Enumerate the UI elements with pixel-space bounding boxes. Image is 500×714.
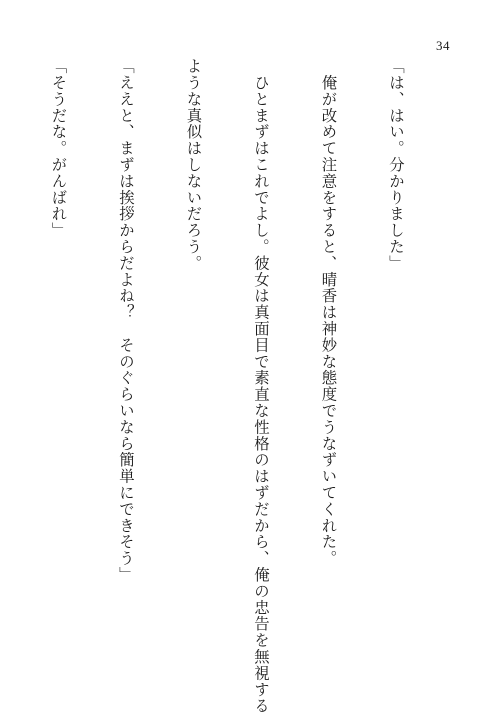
text-line: 「は、はい。分かりました」 [387,58,405,272]
text-line: ような真似はしないだろう。 [184,58,203,272]
text-line: 「ええと、まずは挨拶からだよね？ そのぐらいなら簡単にできそう」 [117,58,135,583]
text-line [0,58,2,658]
novel-text-body [0,58,452,714]
text-line: 「そうだな。がんばれ」 [49,58,68,239]
text-line: ひとまずはこれでよし。彼女は真面目で素直な性格のはずだから、俺の忠告を無視する [252,58,270,714]
page-number: 34 [436,38,450,53]
text-line: 俺が改めて注意をすると、晴香は神妙な態度でうなずいてくれた。 [319,58,338,567]
